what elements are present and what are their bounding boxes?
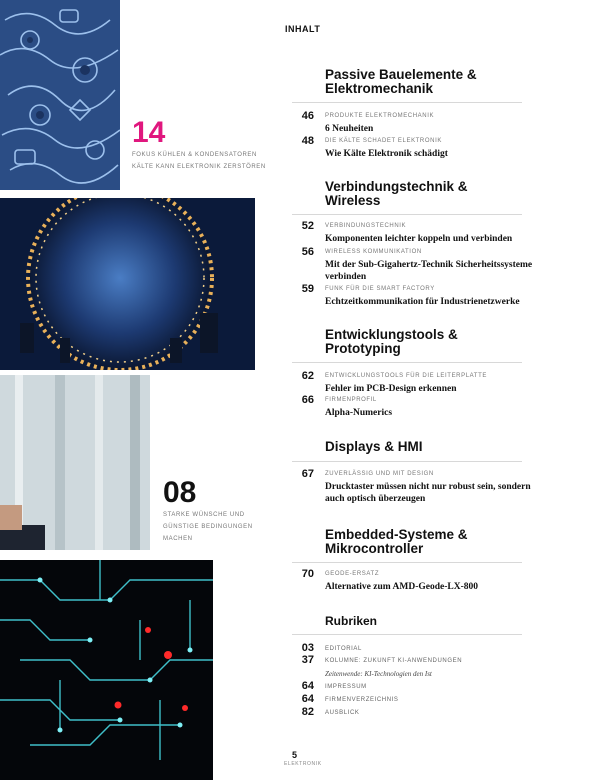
rubriken-list: [292, 642, 552, 742]
entry-kicker: WIRELESS KOMMUNIKATION: [325, 249, 422, 255]
toc-entry[interactable]: [292, 135, 552, 159]
page-number: 48: [301, 135, 314, 147]
toc-entry[interactable]: [292, 568, 552, 592]
feature-caption: FOKUS KÜHLEN & KONDENSATOREN: [132, 152, 257, 158]
entry-kicker: FUNK FÜR DIE SMART FACTORY: [325, 286, 435, 292]
entry-title: Wie Kälte Elektronik schädigt: [325, 149, 448, 159]
entry-kicker: ENTWICKLUNGSTOOLS FÜR DIE LEITERPLATTE: [325, 373, 487, 379]
section-title-line: Elektromechanik: [325, 81, 434, 96]
rubrik-label[interactable]: AUSBLICK: [325, 710, 360, 716]
entry-title: verbinden: [325, 272, 367, 282]
divider: [292, 562, 522, 563]
glowing-circuit-image: [0, 560, 213, 780]
entry-title: Alpha-Numerics: [325, 408, 393, 418]
section-title: [325, 440, 565, 454]
page-number-footer: 5: [292, 750, 298, 760]
entry-kicker: ZUVERLÄSSIG UND MIT DESIGN: [325, 471, 434, 477]
toc-entry[interactable]: [292, 110, 552, 134]
divider: [292, 461, 522, 462]
section-title-line: Mikrocontroller: [325, 541, 424, 556]
section-title: [325, 68, 565, 96]
city-panorama-photo: [0, 198, 255, 370]
section-title-line: Embedded-Systeme &: [325, 527, 468, 542]
entry-title: Mit der Sub-Gigahertz-Technik Sicherheitssysteme: [325, 260, 533, 270]
section-title: [325, 180, 565, 208]
entry-kicker: VERBINDUNGSTECHNIK: [325, 223, 407, 229]
office-window-image: [0, 375, 150, 550]
divider: [292, 362, 522, 363]
rubrik-page: 64: [301, 693, 314, 705]
rubrik-label[interactable]: KOLUMNE: ZUKUNFT KI-ANWENDUNGEN: [325, 658, 463, 664]
entry-title: Fehler im PCB-Design erkennen: [325, 384, 457, 394]
page-number: 59: [301, 283, 314, 295]
toc-entry[interactable]: [292, 468, 552, 504]
feature-caption: GÜNSTIGE BEDINGUNGEN: [163, 524, 253, 530]
toc-entry[interactable]: [292, 370, 552, 394]
feature-caption: KÄLTE KANN ELEKTRONIK ZERSTÖREN: [132, 164, 266, 170]
divider: [292, 634, 522, 635]
page-number: 56: [301, 246, 314, 258]
feature-caption: MACHEN: [163, 536, 193, 542]
entry-title: Drucktaster müssen nicht nur robust sein, sondern: [325, 482, 531, 492]
rubrik-page: 37: [301, 654, 314, 666]
divider: [292, 214, 522, 215]
page-number: 66: [301, 394, 314, 406]
entry-title: 6 Neuheiten: [325, 124, 374, 134]
entry-kicker: DIE KÄLTE SCHADET ELEKTRONIK: [325, 138, 442, 144]
page-number: 62: [301, 370, 314, 382]
footer-imprint: ELEKTRONIK: [284, 761, 322, 767]
entry-kicker: GEODE-ERSATZ: [325, 571, 380, 577]
entry-title: auch optisch überzeugen: [325, 494, 426, 504]
section-title-line: Entwicklungstools &: [325, 327, 458, 342]
doodle-artwork: [0, 0, 120, 190]
page-number: 46: [301, 110, 314, 122]
divider: [292, 102, 522, 103]
section-title-line: Displays & HMI: [325, 439, 423, 454]
entry-kicker: PRODUKTE ELEKTROMECHANIK: [325, 113, 435, 119]
rubrik-page: 03: [301, 642, 314, 654]
rubrik-label[interactable]: FIRMENVERZEICHNIS: [325, 697, 399, 703]
page-number: 70: [301, 568, 314, 580]
entry-kicker: FIRMENPROFIL: [325, 397, 377, 403]
rubrik-page: 82: [301, 706, 314, 718]
entry-title: Alternative zum AMD-Geode-LX-800: [325, 582, 479, 592]
section-title: [325, 328, 565, 356]
tiny-planet-image: [0, 198, 255, 370]
section-title-line: Prototyping: [325, 341, 401, 356]
toc-entry[interactable]: [292, 246, 552, 282]
page-number: 67: [301, 468, 314, 480]
section-title-line: Verbindungstechnik &: [325, 179, 468, 194]
feature-number: 08: [163, 476, 197, 509]
page-number: 52: [301, 220, 314, 232]
toc-entry[interactable]: [292, 283, 552, 307]
feature-number: 14: [132, 116, 166, 149]
circuit-artwork: [0, 560, 213, 780]
toc-entry[interactable]: [292, 220, 552, 244]
entry-title: Komponenten leichter koppeln und verbinden: [325, 234, 513, 244]
rubrik-subtitle: Zeitenwende: KI-Technologien den Ist: [325, 670, 432, 678]
section-title-line: Passive Bauelemente &: [325, 67, 477, 82]
toc-entry[interactable]: [292, 394, 552, 418]
section-title-line: Wireless: [325, 193, 381, 208]
section-title: [325, 528, 565, 556]
entry-title: Echtzeitkommunikation für Industrienetzwerke: [325, 297, 520, 307]
section-label: INHALT: [285, 24, 321, 34]
feature-caption: STARKE WÜNSCHE UND: [163, 512, 245, 518]
rubrik-label[interactable]: EDITORIAL: [325, 646, 362, 652]
rubrik-page: 64: [301, 680, 314, 692]
office-photo: [0, 375, 150, 550]
doodle-pattern-image: [0, 0, 120, 190]
rubriken-title: Rubriken: [325, 614, 378, 628]
rubrik-label[interactable]: IMPRESSUM: [325, 684, 367, 690]
